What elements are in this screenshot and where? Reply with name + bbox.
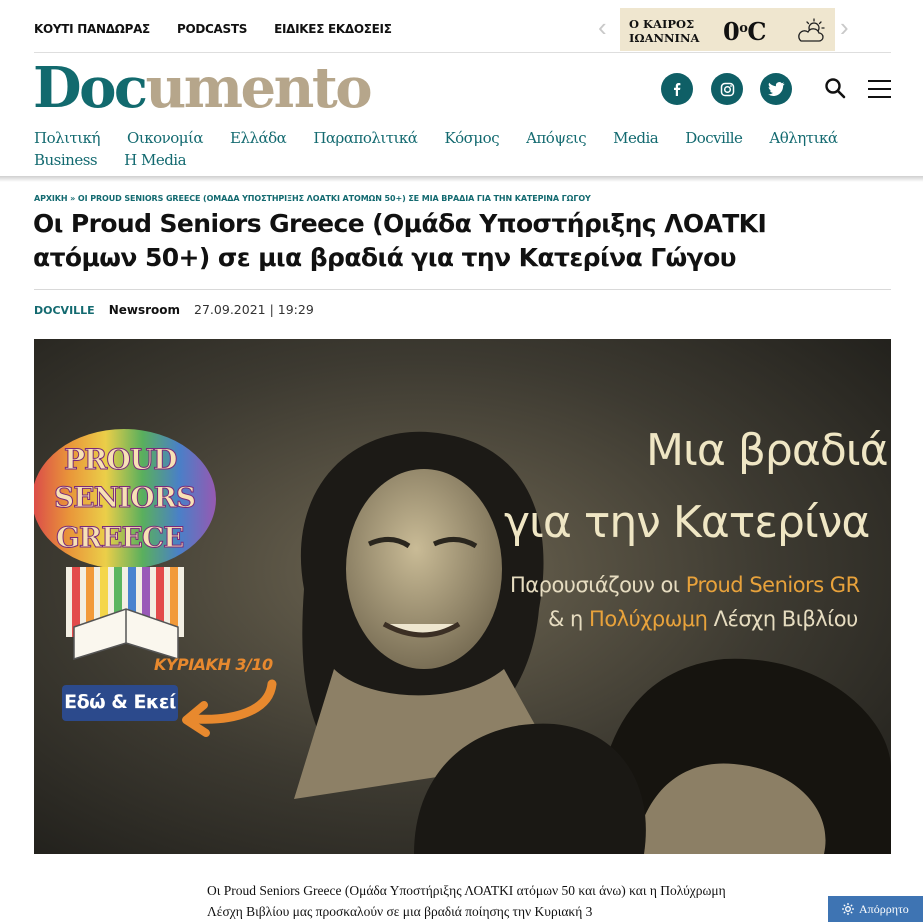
twitter-icon [768, 82, 785, 96]
breadcrumb[interactable]: ΑΡΧΙΚΗ » ΟΙ PROUD SENIORS GREECE (ΟΜΑΔΑ ΥΠΟΣΤΗΡΙΞΗΣ ΛΟΑΤΚΙ ΑΤΟΜΩΝ 50+) ΣΕ ΜΙΑ ΒΡΑΔΙΑ ΓΙΑ ΤΗΝ ΚΑΤΕΡΙΝΑ ΓΩΓΟΥ [34, 194, 591, 203]
gear-icon [841, 902, 855, 916]
article-author[interactable]: Newsroom [108, 303, 181, 317]
nav-item-greece[interactable]: Ελλάδα [230, 129, 287, 147]
partly-cloudy-icon [795, 17, 827, 45]
top-link-podcasts[interactable]: PODCASTS [176, 22, 248, 36]
hero-headline-1: Μια βραδιά [646, 425, 888, 476]
nav-item-opinions[interactable]: Απόψεις [526, 129, 587, 147]
site-logo[interactable]: Documento [33, 55, 371, 121]
top-links [34, 22, 392, 36]
nav-item-h-media[interactable]: Η Media [124, 151, 187, 169]
title-divider [34, 289, 891, 290]
privacy-button[interactable] [828, 896, 923, 922]
search-icon[interactable] [823, 76, 847, 100]
weather-label: Ο ΚΑΙΡΟΣ ΙΩΑΝΝΙΝΑ [629, 17, 700, 45]
nav-item-media[interactable]: Media [613, 129, 659, 147]
hero-logo-line2: SENIORS [54, 481, 196, 514]
article-title: Οι Proud Seniors Greece (Ομάδα Υποστήριξης ΛΟΑΤΚΙ ατόμων 50+) σε μια βραδιά για την Κατερίνα Γώγου [33, 209, 767, 272]
hero-bookclub-line: & η Πολύχρωμη Λέσχη Βιβλίου [548, 607, 858, 631]
nav-item-docville[interactable]: Docville [685, 129, 743, 147]
facebook-icon [670, 82, 684, 96]
nav-item-world[interactable]: Κόσμος [444, 129, 500, 147]
hero-image [34, 339, 891, 854]
instagram-button[interactable] [711, 73, 743, 105]
article-meta [34, 302, 314, 317]
privacy-label: Απόρρητο [859, 901, 909, 916]
nav-item-politics[interactable]: Πολιτική [34, 129, 101, 147]
weather-widget [620, 8, 835, 51]
top-link-pandora-box[interactable]: ΚΟΥΤΙ ΠΑΝΔΩΡΑΣ [34, 22, 150, 36]
hero-logo-line1: PROUD [64, 443, 177, 476]
article-body: Οι Proud Seniors Greece (Ομάδα Υποστήριξης ΛΟΑΤΚΙ ατόμων 50 και άνω) και η Πολύχρωμη Λέσχη Βιβλίου μας προσκαλούν σε μια βραδιά ποίησης την Κυριακή 3 [207, 883, 726, 919]
nav-item-economy[interactable]: Οικονομία [127, 129, 204, 147]
nav-item-parapolitika[interactable]: Παραπολιτικά [313, 129, 418, 147]
hamburger-menu-icon[interactable] [868, 80, 891, 98]
twitter-button[interactable] [760, 73, 792, 105]
hero-logo-line3: GREECE [56, 521, 184, 554]
hero-presenters-line: Παρουσιάζουν οι Proud Seniors GR [510, 573, 860, 597]
weather-next-arrow-icon[interactable]: › [840, 12, 849, 42]
instagram-icon [720, 82, 735, 97]
weather-prev-arrow-icon[interactable]: ‹ [598, 12, 607, 42]
nav-shadow [0, 176, 923, 182]
hero-headline-2: για την Κατερίνα [504, 497, 870, 548]
top-link-special-editions[interactable]: ΕΙΔΙΚΕΣ ΕΚΔΟΣΕΙΣ [274, 22, 392, 36]
article-date: 27.09.2021 | 19:29 [194, 302, 314, 317]
weather-temperature: 0$^o$C [723, 17, 766, 46]
hero-event-date: ΚΥΡΙΑΚΗ 3/10 [154, 655, 273, 674]
hero-venue-badge: Εδώ & Εκεί [62, 685, 178, 721]
facebook-button[interactable] [661, 73, 693, 105]
nav-item-business[interactable]: Business [34, 151, 98, 169]
nav-item-sports[interactable]: Αθλητικά [769, 129, 838, 147]
main-nav [34, 127, 904, 171]
article-category[interactable]: DOCVILLE [34, 304, 95, 317]
